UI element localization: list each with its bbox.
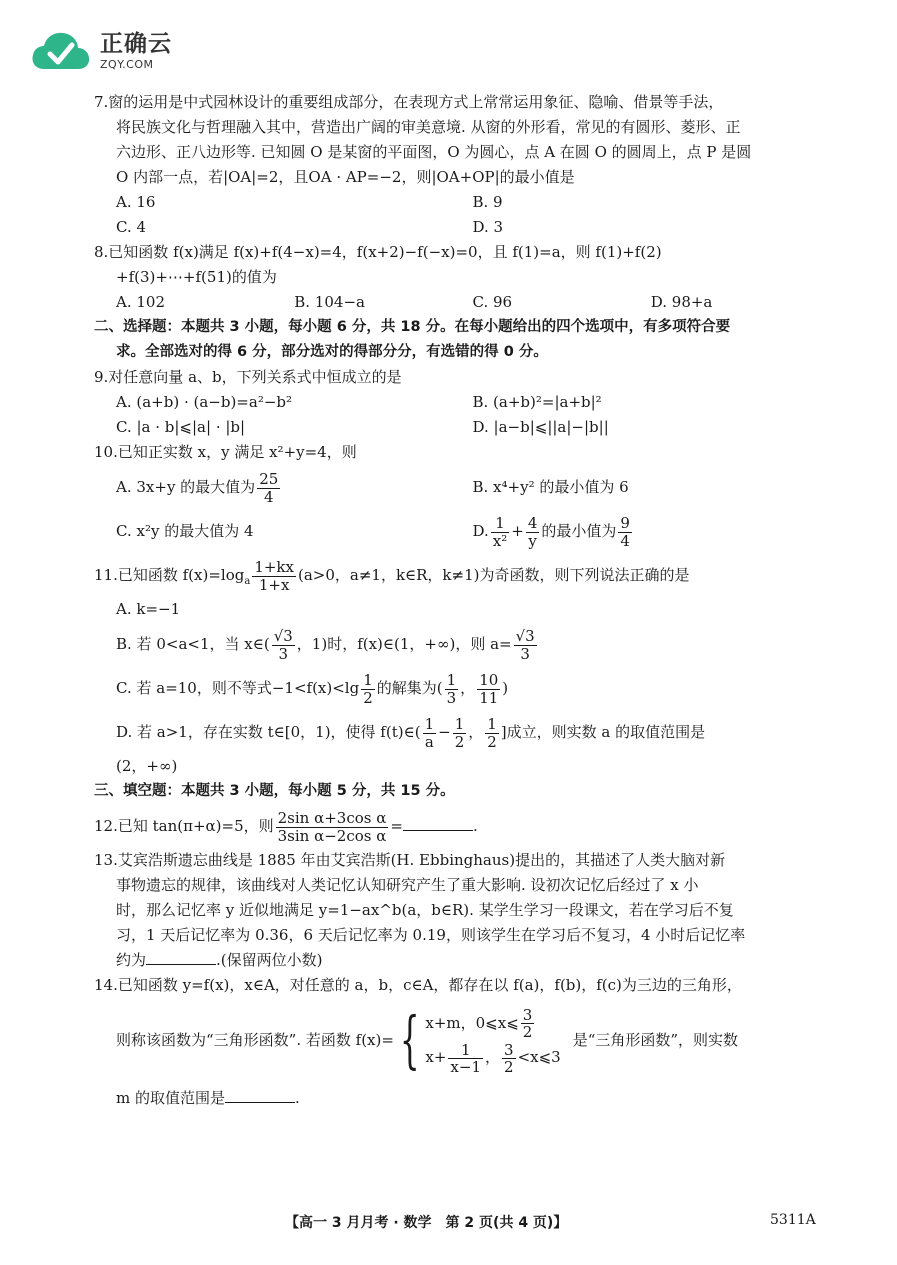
q9-option-c: C. |a · b|⩽|a| · |b| [116, 418, 246, 436]
q7-line-4: O 内部一点，若|OA|=2，且OA · AP=−2，则|OA+OP|的最小值是 [116, 168, 575, 186]
question-11 [94, 553, 829, 779]
q10-d-label: D. [472, 522, 489, 540]
q11-d-pre: D. 若 a>1，存在实数 t∈[0，1)，使得 f(t)∈( [116, 723, 421, 741]
q10-d-f3-den: 4 [620, 531, 630, 550]
q12-num: 2sin α+3cos α [277, 808, 387, 827]
q11-b-f1-num: √3 [273, 626, 293, 645]
q10-options-row-2 [94, 509, 829, 553]
q11-stem-num: 1+kx [254, 557, 294, 576]
q14-line-1: 14.已知函数 y=f(x)，x∈A，对任意的 a，b，c∈A，都存在以 f(a)，f(b)，f(c)为三边的三角形， [94, 976, 742, 994]
q14-p2-comma: ， [485, 1048, 501, 1066]
q11-d-frac-2 [453, 716, 467, 751]
q11-c-f2-den: 3 [446, 688, 457, 707]
q13-answer-blank[interactable] [146, 950, 216, 965]
q14-p2-frac-1 [448, 1042, 483, 1075]
q13-l5-pre: 约为 [116, 951, 147, 969]
q7-options-row-1 [94, 190, 829, 215]
q12-answer-blank[interactable] [403, 816, 473, 831]
q10-d-frac-2 [526, 515, 540, 550]
q14-p1-pre: x+m，0⩽x⩽ [425, 1013, 519, 1032]
q11-option-d [94, 710, 829, 754]
q10-d-f3-num: 9 [620, 513, 630, 532]
q9-option-d: D. |a−b|⩽||a|−|b|| [472, 418, 609, 436]
q10-d-f2-den: y [528, 531, 537, 550]
section-2-heading [94, 315, 829, 365]
q12-line [94, 804, 829, 848]
q14-l3-post: . [295, 1089, 300, 1107]
q7-option-a: A. 16 [116, 193, 156, 211]
q14-l3-pre: m 的取值范围是 [116, 1089, 225, 1107]
q11-c-f3-den: 11 [479, 688, 499, 707]
q10-d-frac-3 [618, 515, 632, 550]
q10-options-row-1 [94, 465, 829, 509]
q10-a-den: 4 [263, 487, 274, 506]
q14-p2-den-2: 2 [504, 1057, 514, 1076]
q14-line-3 [94, 1086, 829, 1111]
question-9 [94, 365, 829, 440]
q11-b-pre: B. 若 0<a<1，当 x∈( [116, 635, 270, 653]
q11-option-d-line-2: (2，+∞) [116, 757, 178, 775]
footer-code: 5311A [770, 1212, 816, 1228]
q13-line-2: 事物遗忘的规律，该曲线对人类记忆认知研究产生了重大影响. 设初次记忆后经过了 x 小 [116, 876, 699, 894]
q11-b-frac-1 [272, 628, 295, 663]
q11-c-comma: ， [460, 679, 476, 697]
q11-d-end: ]成立，则实数 a 的取值范围是 [500, 723, 706, 741]
q11-stem-post: (a>0，a≠1，k∈R，k≠1)为奇函数，则下列说法正确的是 [297, 566, 690, 584]
q10-option-c: C. x²y 的最大值为 4 [116, 522, 254, 540]
q14-piece-2 [425, 1040, 560, 1075]
q14-piecewise [394, 1003, 561, 1076]
q11-c-f1-num: 1 [363, 670, 373, 689]
q10-option-a [116, 465, 473, 509]
q10-a-fraction [257, 471, 280, 506]
question-10 [94, 440, 829, 553]
q11-b-frac-2 [514, 628, 537, 663]
q11-c-frac-3 [477, 672, 500, 707]
q11-c-frac-2 [445, 672, 459, 707]
q11-stem [94, 553, 829, 597]
q11-b-f2-den: 3 [520, 644, 530, 663]
q10-d-f2-num: 4 [527, 513, 538, 532]
q8-line-1: 8.已知函数 f(x)满足 f(x)+f(4−x)=4，f(x+2)−f(−x)=0，且 f(1)=a，则 f(1)+f(2) [94, 243, 662, 261]
q11-d-minus: − [438, 723, 451, 741]
q13-line-1: 13.艾宾浩斯遗忘曲线是 1885 年由艾宾浩斯(H. Ebbinghaus)提出的，其描述了人类大脑对新 [94, 851, 726, 869]
q11-c-frac-1 [361, 672, 375, 707]
section-2-line-1: 二、选择题：本题共 3 小题，每小题 6 分，共 18 分。在每小题给出的四个选项中，有多项符合要 [94, 319, 731, 335]
q11-b-mid: ，1)时，f(x)∈(1，+∞)，则 a= [296, 635, 512, 653]
q11-c-f2-num: 1 [446, 670, 457, 689]
q14-piece-lines [425, 1006, 560, 1075]
q7-options-row-2 [94, 215, 829, 240]
brand-name: 正确云 [100, 30, 172, 57]
question-8 [94, 240, 829, 315]
q14-p1-frac [521, 1007, 535, 1040]
q11-d-f2-den: 2 [454, 732, 465, 751]
q11-d-frac-3 [485, 716, 499, 751]
q12-end: . [472, 817, 478, 835]
q8-option-a: A. 102 [116, 293, 165, 311]
q14-brace: { [399, 1003, 420, 1076]
question-13 [94, 848, 829, 973]
q10-d-f1-num: 1 [491, 515, 509, 533]
q11-b-f2-num: √3 [515, 626, 535, 645]
q7-option-d: D. 3 [472, 218, 504, 236]
q11-stem-fraction [252, 559, 296, 594]
q12-den: 3sin α−2cos α [277, 826, 387, 845]
q11-d-f3-den: 2 [487, 732, 497, 751]
q11-option-a: A. k=−1 [116, 600, 181, 618]
q9-options-row-2 [94, 415, 829, 440]
brand-domain: ZQY.COM [100, 57, 154, 71]
q9-stem: 9.对任意向量 a、b，下列关系式中恒成立的是 [94, 368, 402, 386]
q11-d-f3-num: 1 [487, 714, 497, 733]
cloud-check-icon [30, 29, 92, 73]
q14-p2-post: <x⩽3 [517, 1048, 561, 1066]
q11-b-f1-den: 3 [278, 644, 289, 663]
q11-c-pre: C. 若 a=10，则不等式−1<f(x)<lg [116, 679, 360, 697]
q10-d-text: 的最小值为 [541, 522, 617, 540]
q14-p1-den: 2 [522, 1023, 533, 1041]
q7-option-b: B. 9 [472, 193, 503, 211]
q11-c-f1-den: 2 [363, 688, 373, 707]
question-7 [94, 90, 829, 240]
q10-d-f1-den: x² [492, 531, 508, 550]
q11-c-f3-num: 10 [479, 670, 499, 689]
section-2-line-2: 求。全部选对的得 6 分，部分选对的得部分分，有选错的得 0 分。 [116, 344, 548, 360]
q14-p2-num-2: 3 [504, 1040, 514, 1059]
q11-c-mid: 的解集为( [376, 679, 443, 697]
q10-d-frac-1 [491, 515, 509, 550]
q7-line-1: 7.窗的运用是中式园林设计的重要组成部分，在表现方式上常常运用象征、隐喻、借景等手法， [94, 93, 724, 111]
q10-a-text: A. 3x+y 的最大值为 [116, 478, 256, 496]
q11-d-comma: ， [468, 723, 484, 741]
question-12 [94, 804, 829, 848]
q14-p2-pre: x+ [425, 1048, 447, 1066]
q13-line-4: 习，1 天后记忆率为 0.36，6 天后记忆率为 0.19，则该学生在学习后不复习，4 小时后记忆率 [116, 926, 746, 944]
q9-option-b: B. (a+b)²=|a+b|² [472, 393, 602, 411]
footer-title: 【高一 3 月月考 · 数学 第 2 页(共 4 页)】 [285, 1215, 568, 1231]
q11-c-end: ) [502, 679, 509, 697]
q14-answer-blank[interactable] [225, 1088, 295, 1103]
q14-p2-frac-2 [502, 1042, 516, 1075]
q14-p2-num: 1 [448, 1042, 483, 1059]
brand-logo [30, 28, 172, 74]
q14-piece-1 [425, 1006, 560, 1041]
q8-option-c: C. 96 [472, 293, 513, 311]
q8-line-2: +f(3)+⋯+f(51)的值为 [116, 268, 277, 286]
q10-d-plus: + [511, 522, 524, 540]
q14-p2-den: x−1 [450, 1057, 481, 1076]
q11-stem-pre: 11.已知函数 f(x)=log [94, 566, 245, 584]
q14-l2-pre: 则称该函数为“三角形函数”. 若函数 f(x)= [116, 1030, 394, 1049]
q8-option-d: D. 98+a [650, 293, 713, 311]
q10-stem: 10.已知正实数 x，y 满足 x²+y=4，则 [94, 443, 357, 461]
q13-line-3: 时，那么记忆率 y 近似地满足 y=1−ax^b(a，b∈R). 某学生学习一段课文，若在学习后不复 [116, 901, 734, 919]
q11-option-c [94, 666, 829, 710]
q11-option-b [94, 622, 829, 666]
q11-stem-den: 1+x [258, 575, 290, 594]
question-14 [94, 973, 829, 1111]
q12-equals: = [390, 817, 403, 835]
q11-d-f2-num: 1 [454, 714, 465, 733]
q9-option-a: A. (a+b) · (a−b)=a²−b² [116, 393, 293, 411]
q10-option-d [473, 509, 830, 553]
q9-options-row-1 [94, 390, 829, 415]
q8-option-b: B. 104−a [294, 293, 365, 311]
q11-d-f1-den: a [424, 732, 434, 751]
question-list [94, 90, 829, 1111]
q11-d-f1-num: 1 [424, 714, 435, 733]
q13-line-5 [94, 948, 829, 973]
q7-line-2: 将民族文化与哲理融入其中，营造出广阔的审美意境. 从窗的外形看，常见的有圆形、菱形、正 [116, 118, 741, 136]
q7-line-3: 六边形、正八边形等. 已知圆 O 是某窗的平面图，O 为圆心，点 A 在圆 O 的圆周上，点 P 是圆 [116, 143, 752, 161]
q12-pre: 12.已知 tan(π+α)=5，则 [94, 817, 274, 835]
q11-d-frac-1 [423, 716, 437, 751]
q13-l5-post: .(保留两位小数) [216, 951, 323, 969]
section-3-heading: 三、填空题：本题共 3 小题，每小题 5 分，共 15 分。 [94, 783, 455, 799]
q10-a-num: 25 [259, 469, 279, 488]
q14-p1-num: 3 [522, 1006, 533, 1024]
q8-options [94, 290, 829, 315]
q11-log-base: a [244, 576, 251, 587]
q7-option-c: C. 4 [116, 218, 147, 236]
q14-line-2 [94, 998, 829, 1082]
q14-l2-post: 是“三角形函数”，则实数 [572, 1030, 739, 1049]
q10-option-b: B. x⁴+y² 的最小值为 6 [472, 478, 629, 496]
q12-fraction [276, 810, 389, 845]
